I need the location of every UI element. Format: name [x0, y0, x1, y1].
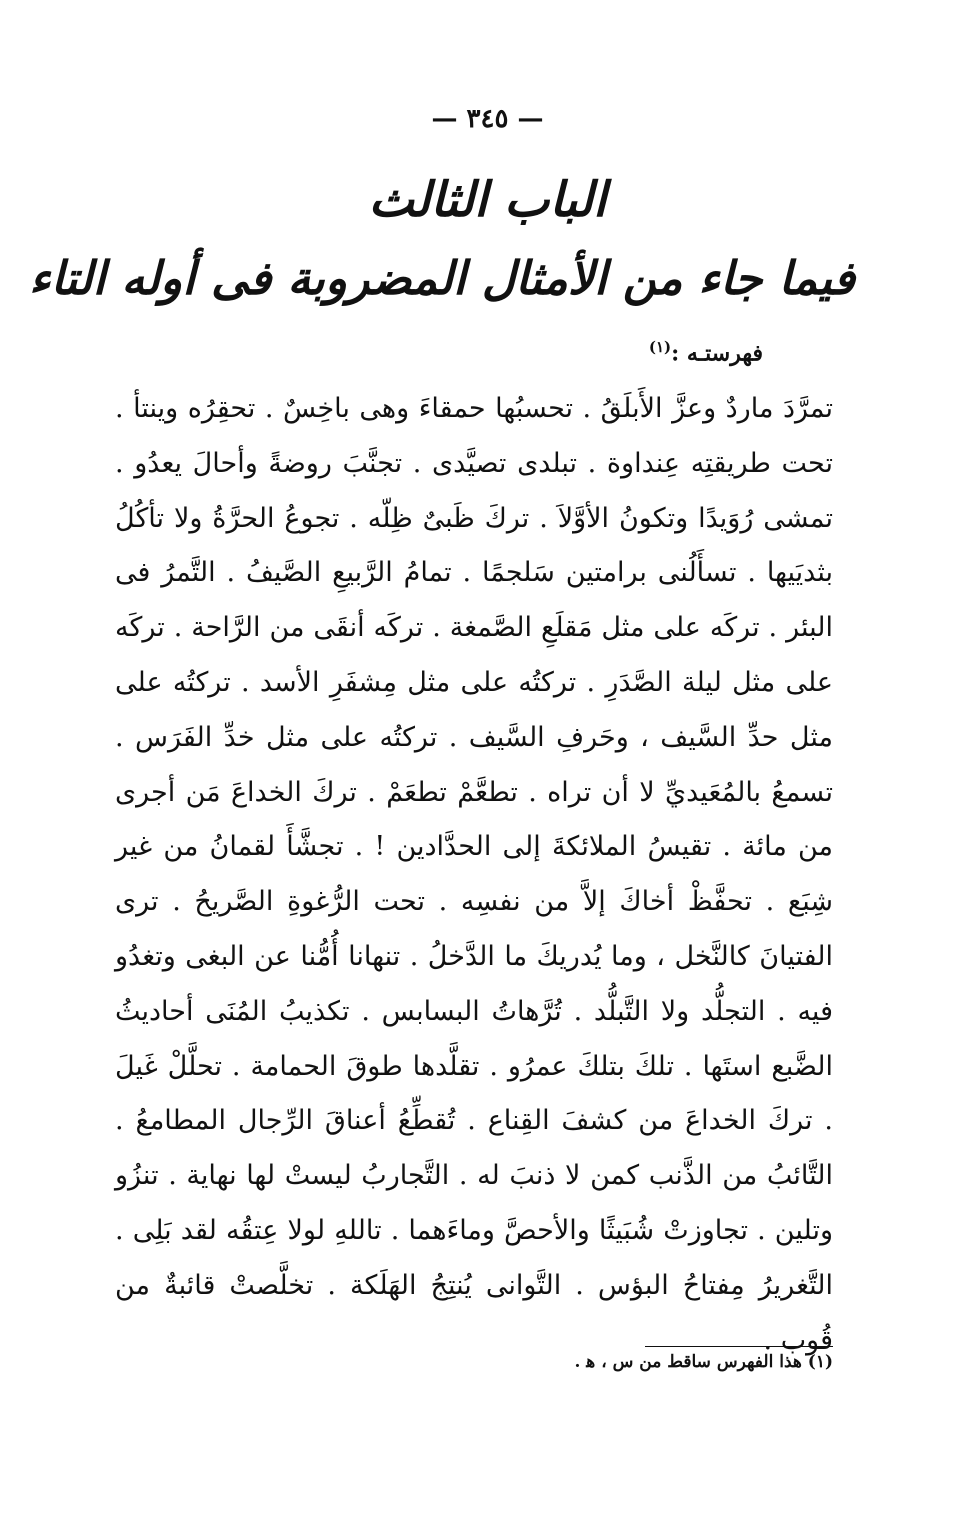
proverbs-paragraph: تمرَّدَ ماردٌ وعزَّ الأَبلَقُ . تحسبُها حمقاءَ وهى باخِسٌ . تحقِرُه وينتأ . تحت طريقتِه عِنداوة . تبلدى تصيَّدى . تجنَّبَ روضةً وأحالَ يعدُو . تمشى رُوَيدًا وتكونُ الأوَّلاَ . تركَ ظَبىٌ ظِلّه . تجوعُ الحرَّةُ ولا تأكُلُ بثديَيها . تسأَلُنى برامتين سَلجمًا . تمامُ الرَّبيعِ الصَّيفُ . التَّمرُ فى البئر . تركَه على مثل مَقلَعِ الصَّمغة . تركَه أنقَى من الرَّاحة . تركَه على مثل ليلة الصَّدَرِ . تركتُه على مثل مِشفَرِ الأسد . تركتُه على مثل حدِّ السَّيف ، وحَرفِ السَّيف . تركتُه على مثل خدِّ الفَرَس . تسمعُ بالمُعَيديِّ لا أن تراه . تطعَّمْ تطعَمْ . تركَ الخداعَ مَن أجرى من مائة . تقيسُ الملائكةَ إلى الحدَّادين ! . تجشَّأَ لقمانُ من غير شِبَع . تحفَّظْ أخاكَ إلاَّ من نفسِه . تحت الرُّغوةِ الصَّريحُ . ترى الفتيانَ كالنَّخل ، وما يُدريكَ ما الدَّخلُ . تنهانا أُمُّنا عن البغى وتغدُو فيه . التجلُّد ولا التَّبلُّد . تُرَّهاتُ البسابس . تكذيبُ المُنَى أحاديثُ الضَّبع استَها . تلكَ بتلكَ عمرُو . تقلَّدها طوقَ الحمامة . تحلَّلْ غَيلَ . تركَ الخداعَ من كشفَ القِناع . تُقطِّعُ أعناقَ الرِّجال المطامعُ . التَّائبُ من الذَّنب كمن لا ذنبَ له . التَّجاربُ ليستْ لها نهاية . تنزُو وتلين . تجاوزتْ شُبَيثًا والأحصَّ وماءَهما . تاللهِ لولا عِتقُه لقد بَلِى . التَّغريرُ مِفتاحُ البؤس . التَّوانى يُنتِجُ الهَلَكة . تخلَّصتْ قائبةٌ من قُوب .: [115, 393, 833, 1356]
chapter-title: الباب الثالث: [368, 172, 607, 228]
footnote-divider: [645, 1346, 833, 1347]
page-number: — ٣٤٥ —: [431, 104, 544, 134]
chapter-subtitle: فيما جاء من الأمثال المضروبة فى أوله التاء: [29, 251, 855, 305]
proverbs-list: [115, 382, 833, 1368]
index-heading: [649, 338, 763, 366]
footnote: (١) هذا الفهرس ساقط من س ، ﻫ .: [574, 1352, 833, 1372]
footnote-reference: (١): [648, 338, 672, 356]
index-heading-label: فهرستـه :: [671, 340, 763, 367]
